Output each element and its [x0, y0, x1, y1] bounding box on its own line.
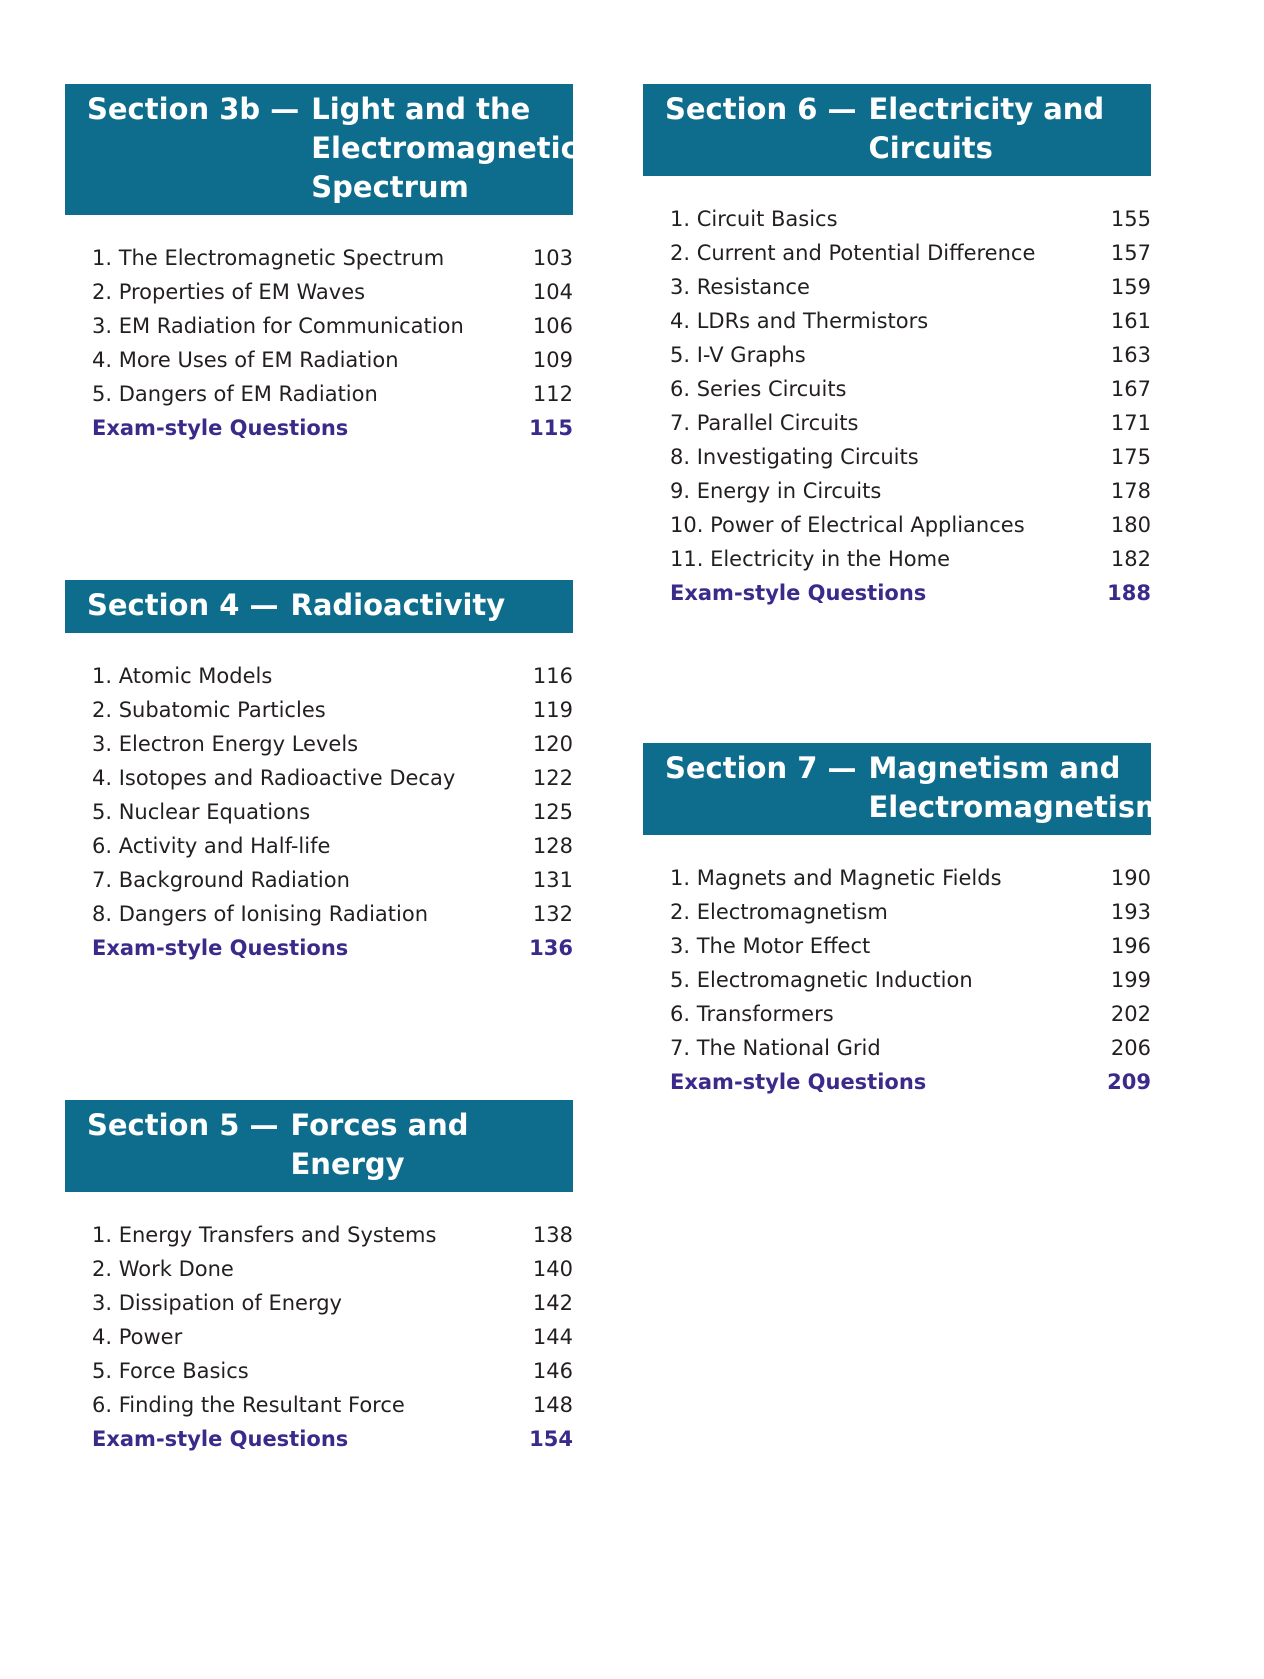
- entry-label: 1. Atomic Models: [92, 664, 273, 688]
- entry-page: 119: [532, 698, 573, 722]
- contents-entry[interactable]: [65, 761, 573, 795]
- entry-page: 175: [1110, 445, 1151, 469]
- contents-entry[interactable]: [65, 1354, 573, 1388]
- entry-label: Exam-style Questions: [92, 936, 349, 960]
- entry-page: 104: [532, 280, 573, 304]
- contents-entry[interactable]: [65, 377, 573, 411]
- entry-label: 5. Dangers of EM Radiation: [92, 382, 378, 406]
- contents-entry[interactable]: [65, 659, 573, 693]
- contents-entry[interactable]: [643, 270, 1151, 304]
- contents-entry[interactable]: [643, 474, 1151, 508]
- contents-entry[interactable]: [65, 829, 573, 863]
- entry-page: 209: [1107, 1070, 1151, 1094]
- entry-page: 146: [532, 1359, 573, 1383]
- exam-questions-entry[interactable]: [65, 411, 573, 445]
- contents-entry[interactable]: [643, 440, 1151, 474]
- entry-page: 155: [1110, 207, 1151, 231]
- entry-label: 8. Dangers of Ionising Radiation: [92, 902, 429, 926]
- section-number: Section 5 —: [87, 1108, 279, 1142]
- entry-page: 199: [1110, 968, 1151, 992]
- entry-page: 144: [532, 1325, 573, 1349]
- entry-page: 122: [532, 766, 573, 790]
- entry-label: Exam-style Questions: [670, 581, 927, 605]
- contents-entry[interactable]: [643, 236, 1151, 270]
- section-4: [65, 580, 573, 965]
- entry-label: 1. Magnets and Magnetic Fields: [670, 866, 1002, 890]
- entry-label: 5. I-V Graphs: [670, 343, 806, 367]
- contents-entry[interactable]: [643, 861, 1151, 895]
- contents-entry[interactable]: [65, 863, 573, 897]
- entry-label: 6. Activity and Half-life: [92, 834, 331, 858]
- section-7: [643, 743, 1166, 1099]
- section-number: Section 6 —: [665, 92, 857, 126]
- contents-entry[interactable]: [65, 309, 573, 343]
- contents-entry[interactable]: [65, 343, 573, 377]
- entry-label: Exam-style Questions: [92, 416, 349, 440]
- entry-label: 4. Isotopes and Radioactive Decay: [92, 766, 456, 790]
- entry-label: 3. Resistance: [670, 275, 810, 299]
- contents-entry[interactable]: [65, 693, 573, 727]
- entry-page: 116: [532, 664, 573, 688]
- entry-page: 161: [1110, 309, 1151, 333]
- contents-entry[interactable]: [643, 338, 1151, 372]
- section-header: [65, 580, 573, 633]
- entry-page: 182: [1110, 547, 1151, 571]
- contents-entry[interactable]: [643, 406, 1151, 440]
- section-header: [65, 1100, 573, 1192]
- entry-label: 6. Series Circuits: [670, 377, 847, 401]
- entry-label: Exam-style Questions: [670, 1070, 927, 1094]
- section-title: Magnetism and Electromagnetism: [868, 751, 1166, 824]
- contents-entry[interactable]: [643, 929, 1151, 963]
- contents-entry[interactable]: [643, 963, 1151, 997]
- entry-label: 1. Energy Transfers and Systems: [92, 1223, 437, 1247]
- contents-entry[interactable]: [643, 895, 1151, 929]
- entry-page: 120: [532, 732, 573, 756]
- contents-entry[interactable]: [65, 1218, 573, 1252]
- contents-entry[interactable]: [643, 508, 1151, 542]
- contents-entry[interactable]: [643, 372, 1151, 406]
- entry-page: 148: [532, 1393, 573, 1417]
- entry-page: 106: [532, 314, 573, 338]
- entry-label: Exam-style Questions: [92, 1427, 349, 1451]
- entry-label: 3. Electron Energy Levels: [92, 732, 359, 756]
- entry-page: 167: [1110, 377, 1151, 401]
- entry-page: 159: [1110, 275, 1151, 299]
- entry-page: 196: [1110, 934, 1151, 958]
- entry-page: 154: [529, 1427, 573, 1451]
- entry-label: 4. LDRs and Thermistors: [670, 309, 929, 333]
- entry-label: 7. Parallel Circuits: [670, 411, 859, 435]
- section-number: Section 3b —: [87, 92, 300, 126]
- contents-entry[interactable]: [643, 304, 1151, 338]
- entry-page: 171: [1110, 411, 1151, 435]
- contents-entry[interactable]: [65, 1286, 573, 1320]
- exam-questions-entry[interactable]: [643, 1065, 1151, 1099]
- entry-page: 188: [1107, 581, 1151, 605]
- entry-label: 3. The Motor Effect: [670, 934, 871, 958]
- entry-label: 3. Dissipation of Energy: [92, 1291, 342, 1315]
- section-title: Electricity and Circuits: [868, 92, 1105, 165]
- entry-page: 142: [532, 1291, 573, 1315]
- entry-page: 206: [1110, 1036, 1151, 1060]
- entry-label: 7. The National Grid: [670, 1036, 881, 1060]
- section-title: Light and the Electromagnetic Spectrum: [311, 92, 578, 204]
- entry-label: 2. Electromagnetism: [670, 900, 888, 924]
- entry-label: 11. Electricity in the Home: [670, 547, 951, 571]
- exam-questions-entry[interactable]: [65, 1422, 573, 1456]
- contents-entry[interactable]: [643, 997, 1151, 1031]
- contents-entry[interactable]: [643, 542, 1151, 576]
- entry-label: 1. The Electromagnetic Spectrum: [92, 246, 445, 270]
- entry-label: 2. Work Done: [92, 1257, 234, 1281]
- contents-entry[interactable]: [65, 1252, 573, 1286]
- exam-questions-entry[interactable]: [643, 576, 1151, 610]
- entry-page: 193: [1110, 900, 1151, 924]
- entry-page: 125: [532, 800, 573, 824]
- entry-page: 115: [529, 416, 573, 440]
- section-header: [65, 84, 578, 215]
- entry-page: 157: [1110, 241, 1151, 265]
- entry-label: 2. Current and Potential Difference: [670, 241, 1036, 265]
- contents-entry[interactable]: [65, 1388, 573, 1422]
- entry-page: 128: [532, 834, 573, 858]
- contents-list: [65, 659, 573, 965]
- entry-page: 140: [532, 1257, 573, 1281]
- entry-page: 136: [529, 936, 573, 960]
- contents-entry[interactable]: [65, 275, 573, 309]
- entry-page: 103: [532, 246, 573, 270]
- entry-page: 190: [1110, 866, 1151, 890]
- contents-list: [65, 1218, 573, 1456]
- entry-label: 2. Properties of EM Waves: [92, 280, 366, 304]
- entry-label: 6. Finding the Resultant Force: [92, 1393, 405, 1417]
- entry-label: 3. EM Radiation for Communication: [92, 314, 464, 338]
- entry-label: 4. Power: [92, 1325, 183, 1349]
- entry-page: 178: [1110, 479, 1151, 503]
- contents-list: [65, 241, 573, 445]
- section-6: [643, 84, 1151, 610]
- entry-page: 112: [532, 382, 573, 406]
- entry-label: 10. Power of Electrical Appliances: [670, 513, 1025, 537]
- section-title: Radioactivity: [290, 588, 506, 622]
- section-title: Forces and Energy: [290, 1108, 469, 1181]
- entry-label: 5. Nuclear Equations: [92, 800, 311, 824]
- exam-questions-entry[interactable]: [65, 931, 573, 965]
- section-header: [643, 84, 1151, 176]
- entry-page: 163: [1110, 343, 1151, 367]
- entry-label: 4. More Uses of EM Radiation: [92, 348, 399, 372]
- entry-label: 5. Electromagnetic Induction: [670, 968, 973, 992]
- contents-entry[interactable]: [65, 1320, 573, 1354]
- section-header: [643, 743, 1166, 835]
- entry-page: 202: [1110, 1002, 1151, 1026]
- contents-entry[interactable]: [65, 241, 573, 275]
- section-3b: [65, 84, 578, 445]
- section-number: Section 7 —: [665, 751, 857, 785]
- entry-label: 1. Circuit Basics: [670, 207, 838, 231]
- entry-label: 7. Background Radiation: [92, 868, 350, 892]
- contents-entry[interactable]: [65, 795, 573, 829]
- section-number: Section 4 —: [87, 588, 279, 622]
- entry-label: 5. Force Basics: [92, 1359, 249, 1383]
- contents-list: [643, 861, 1151, 1099]
- entry-label: 8. Investigating Circuits: [670, 445, 919, 469]
- entry-page: 180: [1110, 513, 1151, 537]
- contents-entry[interactable]: [643, 202, 1151, 236]
- section-5: [65, 1100, 573, 1456]
- contents-list: [643, 202, 1151, 610]
- contents-entry[interactable]: [65, 897, 573, 931]
- contents-entry[interactable]: [65, 727, 573, 761]
- entry-label: 2. Subatomic Particles: [92, 698, 326, 722]
- entry-label: 6. Transformers: [670, 1002, 834, 1026]
- entry-page: 109: [532, 348, 573, 372]
- entry-page: 138: [532, 1223, 573, 1247]
- entry-page: 131: [532, 868, 573, 892]
- contents-entry[interactable]: [643, 1031, 1151, 1065]
- entry-page: 132: [532, 902, 573, 926]
- entry-label: 9. Energy in Circuits: [670, 479, 882, 503]
